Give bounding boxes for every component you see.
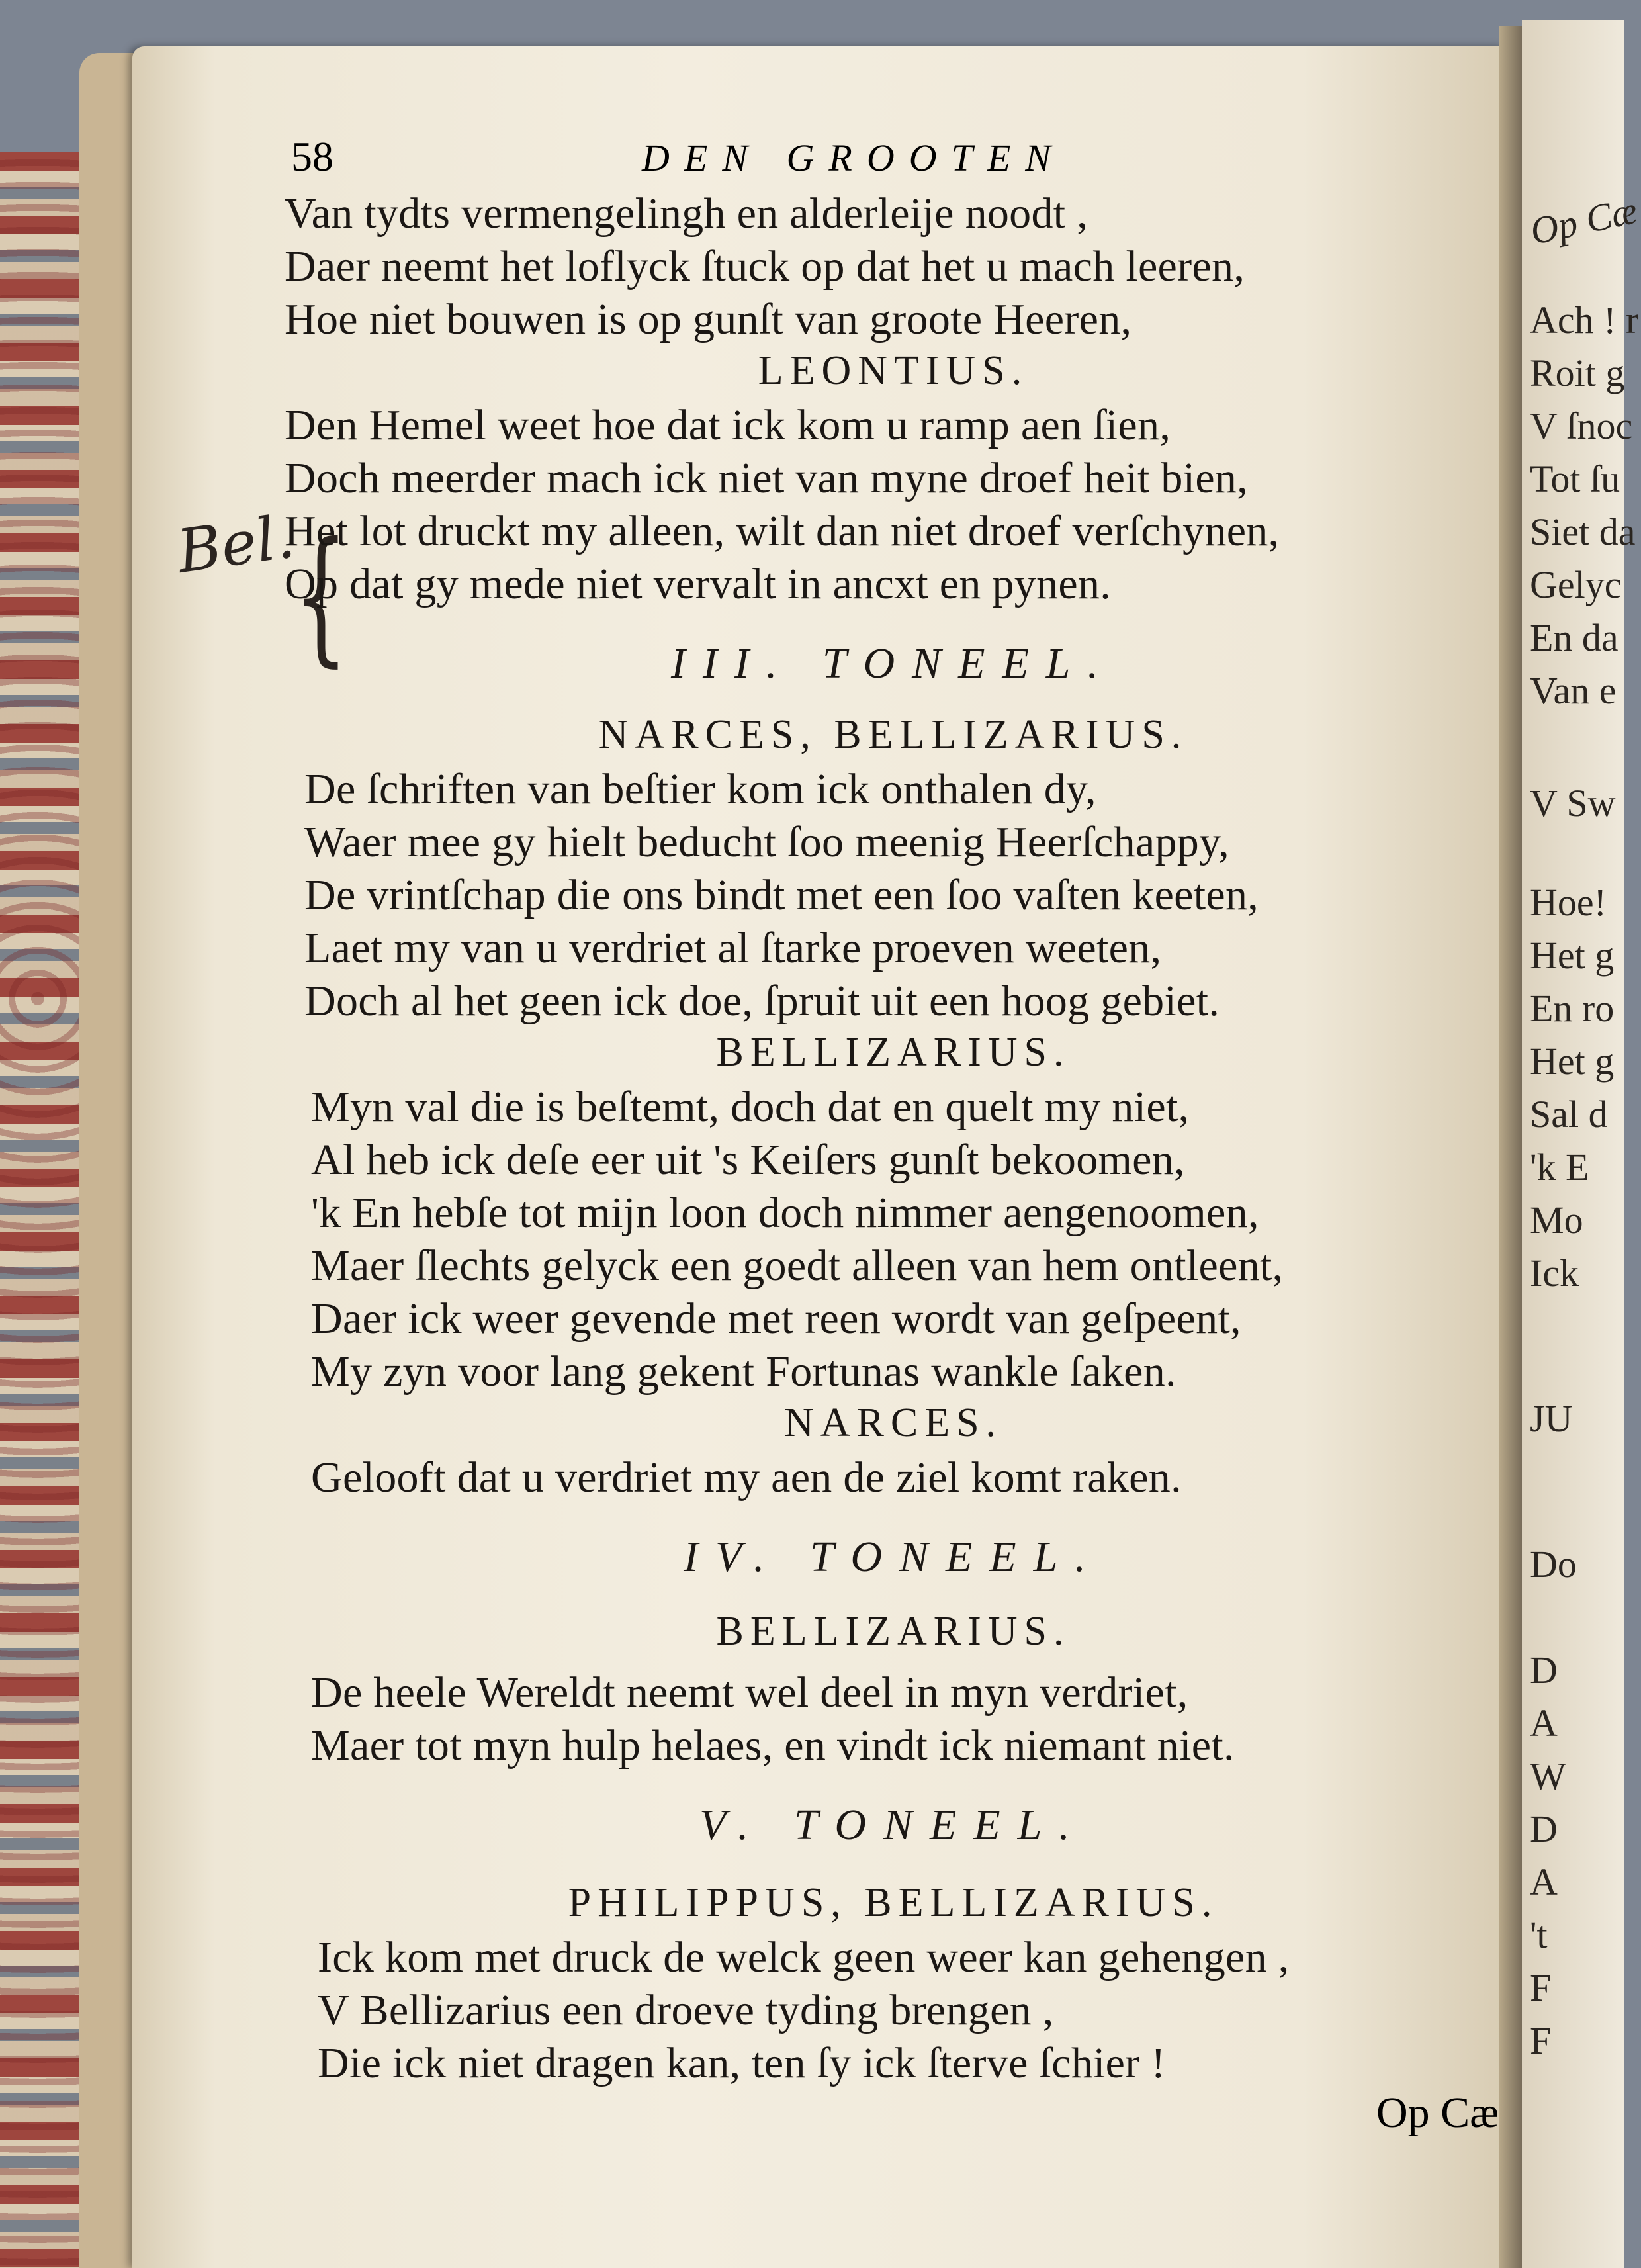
verse-line: Hoe niet bouwen is op gunſt van groote Heeren, — [285, 295, 1132, 343]
verse-line: Den Hemel weet hoe dat ick kom u ramp aen ſien, — [285, 401, 1171, 449]
verse-line: Maer ſlechts gelyck een goedt alleen van hem ontleent, — [311, 1242, 1284, 1290]
facing-page-fragment: Op Cæ — [1527, 188, 1641, 253]
verse-line: Al heb ick deſe eer uit 's Keiſers gunſt bekoomen, — [311, 1136, 1185, 1184]
facing-page-fragment: Gelyc — [1530, 563, 1622, 606]
verse-line: Ick kom met druck de welck geen weer kan gehengen , — [318, 1933, 1290, 1981]
catchword: Op Cæ — [1376, 2089, 1499, 2137]
handwritten-marginal-note: Bel. — [173, 502, 299, 587]
page-number: 58 — [291, 133, 333, 180]
verse-line: Daer neemt het loflyck ſtuck op dat het u mach leeren, — [285, 242, 1245, 291]
facing-page-fragment: En da — [1530, 616, 1619, 659]
facing-page-fragment: Siet da — [1530, 510, 1636, 553]
verse-line: Myn val die is beſtemt, doch dat en quelt my niet, — [311, 1083, 1190, 1131]
handwritten-brace: { — [292, 511, 349, 680]
speaker-heading: LEONTIUS. — [758, 348, 1029, 393]
facing-page-fragment: D — [1530, 1807, 1558, 1850]
facing-page — [1522, 20, 1641, 2268]
facing-page-fragment: Ach ! r — [1530, 298, 1639, 341]
speaker-heading: NARCES. — [783, 1400, 1003, 1445]
facing-page-fragment: 't — [1530, 1913, 1548, 1956]
scene-heading: IV. TONEEL. — [684, 1533, 1103, 1581]
facing-page-fragment: F — [1530, 1966, 1552, 2009]
verse-line: De ſchriften van beſtier kom ick onthalen dy, — [304, 765, 1096, 813]
book-gutter — [1499, 26, 1525, 2268]
facing-page-fragment: F — [1530, 2019, 1552, 2062]
verse-line: Doch meerder mach ick niet van myne droef heit bien, — [285, 454, 1249, 502]
running-title: DEN GROOTEN — [642, 136, 1065, 179]
speaker-heading: NARCES, BELLIZARIUS. — [598, 712, 1188, 757]
facing-page-fragment: 'k E — [1530, 1146, 1589, 1189]
facing-page-fragment: W — [1530, 1754, 1566, 1797]
facing-page-fragment: Het g — [1530, 1040, 1615, 1083]
verse-line: De heele Wereldt neemt wel deel in myn verdriet, — [311, 1668, 1188, 1717]
facing-page-fragment: Do — [1530, 1543, 1577, 1586]
verse-line: Laet my van u verdriet al ſtarke proeven weeten, — [304, 924, 1162, 972]
facing-page-fragment: Mo — [1530, 1199, 1583, 1242]
verse-line: Van tydts vermengelingh en alderleije noodt , — [285, 189, 1088, 238]
verse-line: Op dat gy mede niet vervalt in ancxt en pynen. — [285, 560, 1112, 608]
verse-line: Gelooft dat u verdriet my aen de ziel komt raken. — [311, 1453, 1182, 1502]
facing-page-fragment: Roit g — [1530, 351, 1625, 394]
facing-page-fragment: En ro — [1530, 987, 1615, 1030]
verse-line: Het lot druckt my alleen, wilt dan niet droef verſchynen, — [285, 507, 1280, 555]
facing-page-fragment: Tot ſu — [1530, 457, 1620, 500]
verse-line: 'k En hebſe tot mijn loon doch nimmer aengenoomen, — [311, 1189, 1259, 1237]
verse-line: My zyn voor lang gekent Fortunas wankle ſaken. — [311, 1347, 1176, 1396]
verse-line: Daer ick weer gevende met reen wordt van geſpeent, — [311, 1294, 1241, 1343]
facing-page-fragment: D — [1530, 1649, 1558, 1692]
verse-line: Maer tot myn hulp helaes, en vindt ick niemant niet. — [311, 1721, 1235, 1770]
facing-page-fragment: Ick — [1530, 1251, 1579, 1294]
facing-page-fragment: Het g — [1530, 934, 1615, 977]
speaker-heading: BELLIZARIUS. — [716, 1609, 1071, 1654]
facing-page-fragment: Van e — [1530, 669, 1617, 712]
facing-page-fragment: Sal d — [1530, 1093, 1608, 1136]
facing-page-fragment: A — [1530, 1860, 1558, 1903]
facing-page-fragment: Hoe! — [1530, 881, 1607, 924]
facing-page-fragment: V Sw — [1530, 782, 1616, 825]
scene-heading: III. TONEEL. — [671, 639, 1116, 688]
facing-page-fragment: JU — [1530, 1397, 1573, 1440]
facing-page-fragment: A — [1530, 1701, 1558, 1745]
scene-heading: V. TONEEL. — [699, 1801, 1087, 1849]
verse-line: Waer mee gy hielt beducht ſoo meenig Heerſchappy, — [304, 818, 1229, 866]
facing-page-fragment: V ſnoc — [1530, 404, 1633, 447]
verse-line: Die ick niet dragen kan, ten ſy ick ſterve ſchier ! — [318, 2039, 1166, 2087]
speaker-heading: PHILIPPUS, BELLIZARIUS. — [568, 1880, 1219, 1925]
verse-line: V Bellizarius een droeve tyding brengen , — [318, 1986, 1054, 2034]
speaker-heading: BELLIZARIUS. — [716, 1030, 1071, 1075]
verse-line: De vrintſchap die ons bindt met een ſoo vaſten keeten, — [304, 871, 1259, 919]
verse-line: Doch al het geen ick doe, ſpruit uit een hoog gebiet. — [304, 977, 1220, 1025]
